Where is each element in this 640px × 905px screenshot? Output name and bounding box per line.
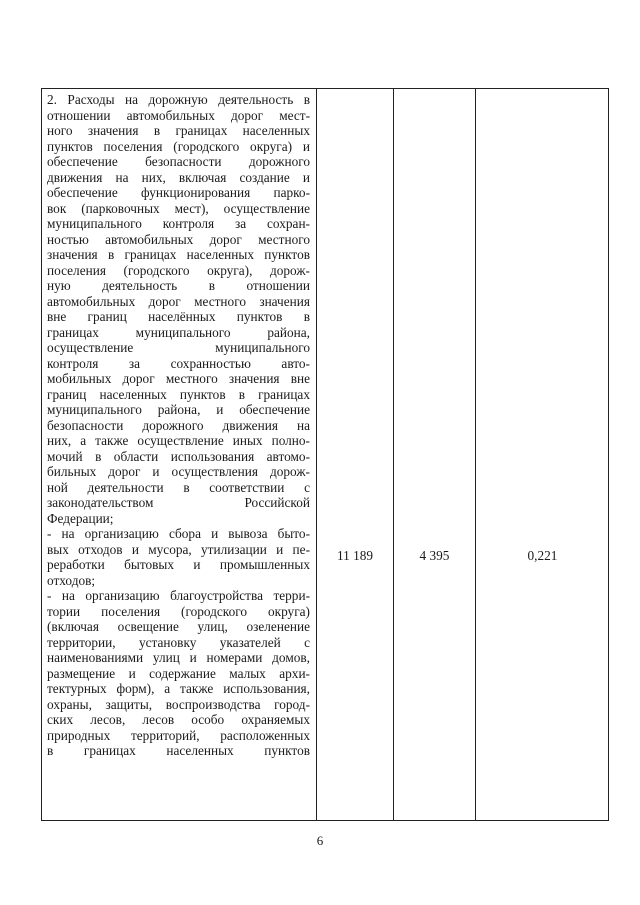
description-line: реработки бытовых и промышленных bbox=[47, 557, 310, 572]
description-line: них, а также осуществление иных полно- bbox=[47, 433, 310, 448]
description-line: ного значения в границах населенных bbox=[47, 123, 310, 138]
description-line: вне границ населённых пунктов в bbox=[47, 309, 310, 324]
description-line: законодательством Российской bbox=[47, 495, 310, 510]
description-line: (включая освещение улиц, озеленение bbox=[47, 619, 310, 634]
description-line: 2. Расходы на дорожную деятельность в bbox=[47, 92, 310, 107]
description-line: вых отходов и мусора, утилизации и пе- bbox=[47, 541, 310, 557]
description-line: обеспечение функционирования парко- bbox=[47, 185, 310, 200]
description-line: осуществление муниципального bbox=[47, 340, 310, 355]
description-line: наименованиями улиц и номерами домов, bbox=[47, 650, 310, 665]
description-line: муниципального района, и обеспечение bbox=[47, 402, 310, 417]
description-line: - на организацию благоустройства терри- bbox=[47, 588, 310, 603]
description-line: в границах населенных пунктов bbox=[47, 743, 310, 758]
description-line: размещение и содержание малых архи- bbox=[47, 665, 310, 681]
description-line: бильных дорог и осуществления дорож- bbox=[47, 464, 310, 479]
column-divider-3 bbox=[475, 89, 476, 820]
description-line: ную деятельность в отношении bbox=[47, 278, 310, 293]
description-line: границах муниципального района, bbox=[47, 324, 310, 340]
description-line: тории поселения (городского округа) bbox=[47, 603, 310, 619]
value-cell-1: 11 189 bbox=[336, 548, 374, 563]
description-line: отношении автомобильных дорог мест- bbox=[47, 107, 310, 123]
description-line: охраны, защиты, воспроизводства город- bbox=[47, 696, 310, 712]
description-line: границ населенных пунктов в границах bbox=[47, 386, 310, 402]
description-line: ностью автомобильных дорог местного bbox=[47, 231, 310, 247]
column-divider-2 bbox=[393, 89, 394, 820]
value-cell-3: 0,221 bbox=[527, 548, 558, 563]
description-line: ских лесов, лесов особо охраняемых bbox=[47, 712, 310, 727]
description-line: отходов; bbox=[47, 572, 96, 588]
page-number: 6 bbox=[316, 833, 324, 848]
description-line: значения в границах населенных пунктов bbox=[47, 247, 310, 262]
description-line: пунктов поселения (городского округа) и bbox=[47, 138, 310, 154]
description-line: мочий в области использования автомо- bbox=[47, 448, 310, 464]
description-line: природных территорий, расположенных bbox=[47, 727, 310, 743]
description-line: - на организацию сбора и вывоза быто- bbox=[47, 526, 310, 541]
description-line: автомобильных дорог местного значения bbox=[47, 293, 310, 309]
description-line: ной деятельности в соответствии с bbox=[47, 479, 310, 495]
description-line: поселения (городского округа), дорож- bbox=[47, 262, 310, 278]
description-line: вок (парковочных мест), осуществление bbox=[47, 200, 310, 216]
column-divider-1 bbox=[316, 89, 317, 820]
expense-description-cell bbox=[47, 92, 310, 759]
description-line: контроля за сохранностью авто- bbox=[47, 355, 310, 371]
description-line: муниципального контроля за сохран- bbox=[47, 216, 310, 231]
description-line: безопасности дорожного движения на bbox=[47, 417, 310, 433]
expenditure-table bbox=[41, 88, 609, 821]
description-line: мобильных дорог местного значения вне bbox=[47, 371, 310, 386]
description-line: обеспечение безопасности дорожного bbox=[47, 154, 310, 169]
description-line: тектурных форм), а также использования, bbox=[47, 681, 310, 696]
description-line: территории, установку указателей с bbox=[47, 634, 310, 650]
value-cell-2: 4 395 bbox=[419, 548, 450, 563]
description-line: Федерации; bbox=[47, 510, 114, 526]
description-line: движения на них, включая создание и bbox=[47, 169, 310, 185]
